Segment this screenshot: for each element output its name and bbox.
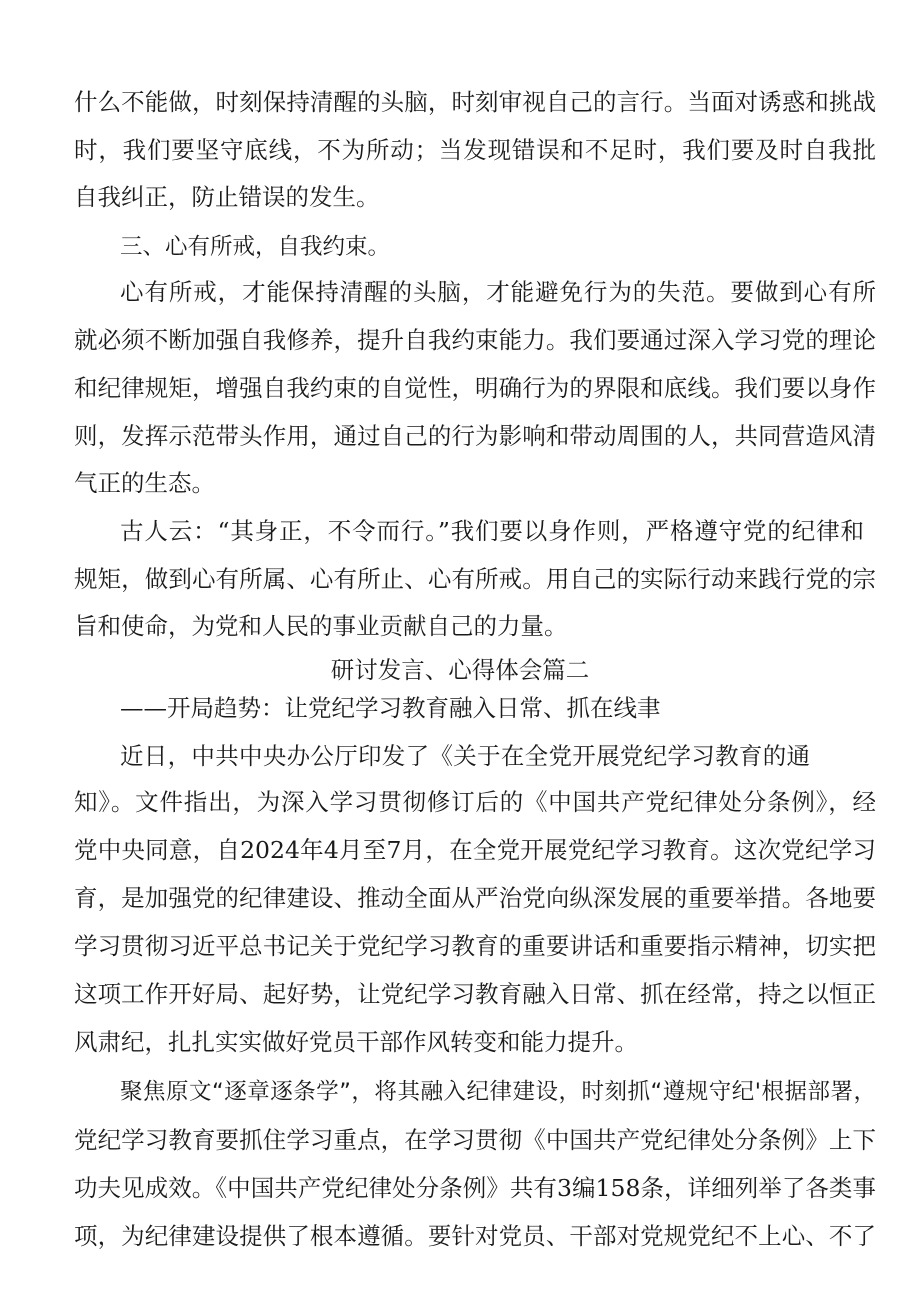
paragraph-line: 和纪律规矩，增强自我约束的自觉性，明确行为的界限和底线。我们要以身作 bbox=[74, 374, 876, 402]
section-heading: 三、心有所戒，自我约束。 bbox=[120, 234, 391, 260]
paragraph-line: 古人云：“其身正，不令而行。”我们要以身作则，严格遵守党的纪律和 bbox=[120, 517, 864, 545]
paragraph-line: 育，是加强党的纪律建设、推动全面从严治党向纵深发展的重要举措。各地要 bbox=[74, 884, 876, 912]
paragraph-line: 这项工作开好局、起好势，让党纪学习教育融入日常、抓在经常，持之以恒正 bbox=[74, 980, 876, 1008]
paragraph-line: 自我纠正，防止错误的发生。 bbox=[74, 183, 380, 211]
paragraph-line: 近日，中共中央办公厅印发了《关于在全党开展党纪学习教育的通 bbox=[120, 742, 810, 770]
paragraph-line: 党纪学习教育要抓住学习重点，在学习贯彻《中国共产党纪律处分条例》上下 bbox=[74, 1126, 876, 1154]
paragraph-line: 旨和使命，为党和人民的事业贡献自己的力量。 bbox=[74, 612, 568, 640]
article-subtitle: ——开局趋势：让党纪学习教育融入日常、抓在线聿 bbox=[120, 694, 661, 722]
paragraph-line: 聚焦原文“逐章逐条学”，将其融入纪律建设，时刻抓“遵规守纪'根据部署， bbox=[120, 1079, 876, 1105]
paragraph-line: 气正的生态。 bbox=[74, 469, 215, 497]
paragraph-line: 规矩，做到心有所属、心有所止、心有所戒。用自己的实际行动来践行党的宗 bbox=[74, 565, 876, 593]
paragraph-line: 则，发挥示范带头作用，通过自己的行为影响和带动周围的人，共同营造风清 bbox=[74, 422, 876, 450]
paragraph-line: 心有所戒，才能保持清醒的头脑，才能避免行为的失范。要做到心有所 bbox=[120, 278, 876, 306]
paragraph-line: 风肃纪，扎扎实实做好党员干部作风转变和能力提升。 bbox=[74, 1028, 638, 1056]
article-title: 研讨发言、心得体会篇二 bbox=[330, 656, 590, 684]
paragraph-line: 知》。文件指出，为深入学习贯彻修订后的《中国共产党纪律处分条例》，经 bbox=[74, 788, 876, 816]
paragraph-line: 就必须不断加强自我修养，提升自我约束能力。我们要通过深入学习党的理论 bbox=[74, 326, 876, 354]
paragraph-line: 党中央同意，自2024年4月至7月，在全党开展党纪学习教育。这次党纪学习 bbox=[74, 836, 876, 864]
paragraph-line: 功夫见成效。《中国共产党纪律处分条例》共有3编158条，详细列举了各类事 bbox=[74, 1174, 876, 1202]
paragraph-line: 学习贯彻习近平总书记关于党纪学习教育的重要讲话和重要指示精神，切实把 bbox=[74, 932, 876, 960]
paragraph-line: 什么不能做，时刻保持清醒的头脑，时刻审视自己的言行。当面对诱惑和挑战 bbox=[74, 88, 876, 116]
paragraph-line: 项，为纪律建设提供了根本遵循。要针对党员、干部对党规党纪不上心、不了 bbox=[74, 1222, 876, 1250]
paragraph-line: 时，我们要坚守底线，不为所动；当发现错误和不足时，我们要及时自我批 bbox=[74, 136, 876, 164]
